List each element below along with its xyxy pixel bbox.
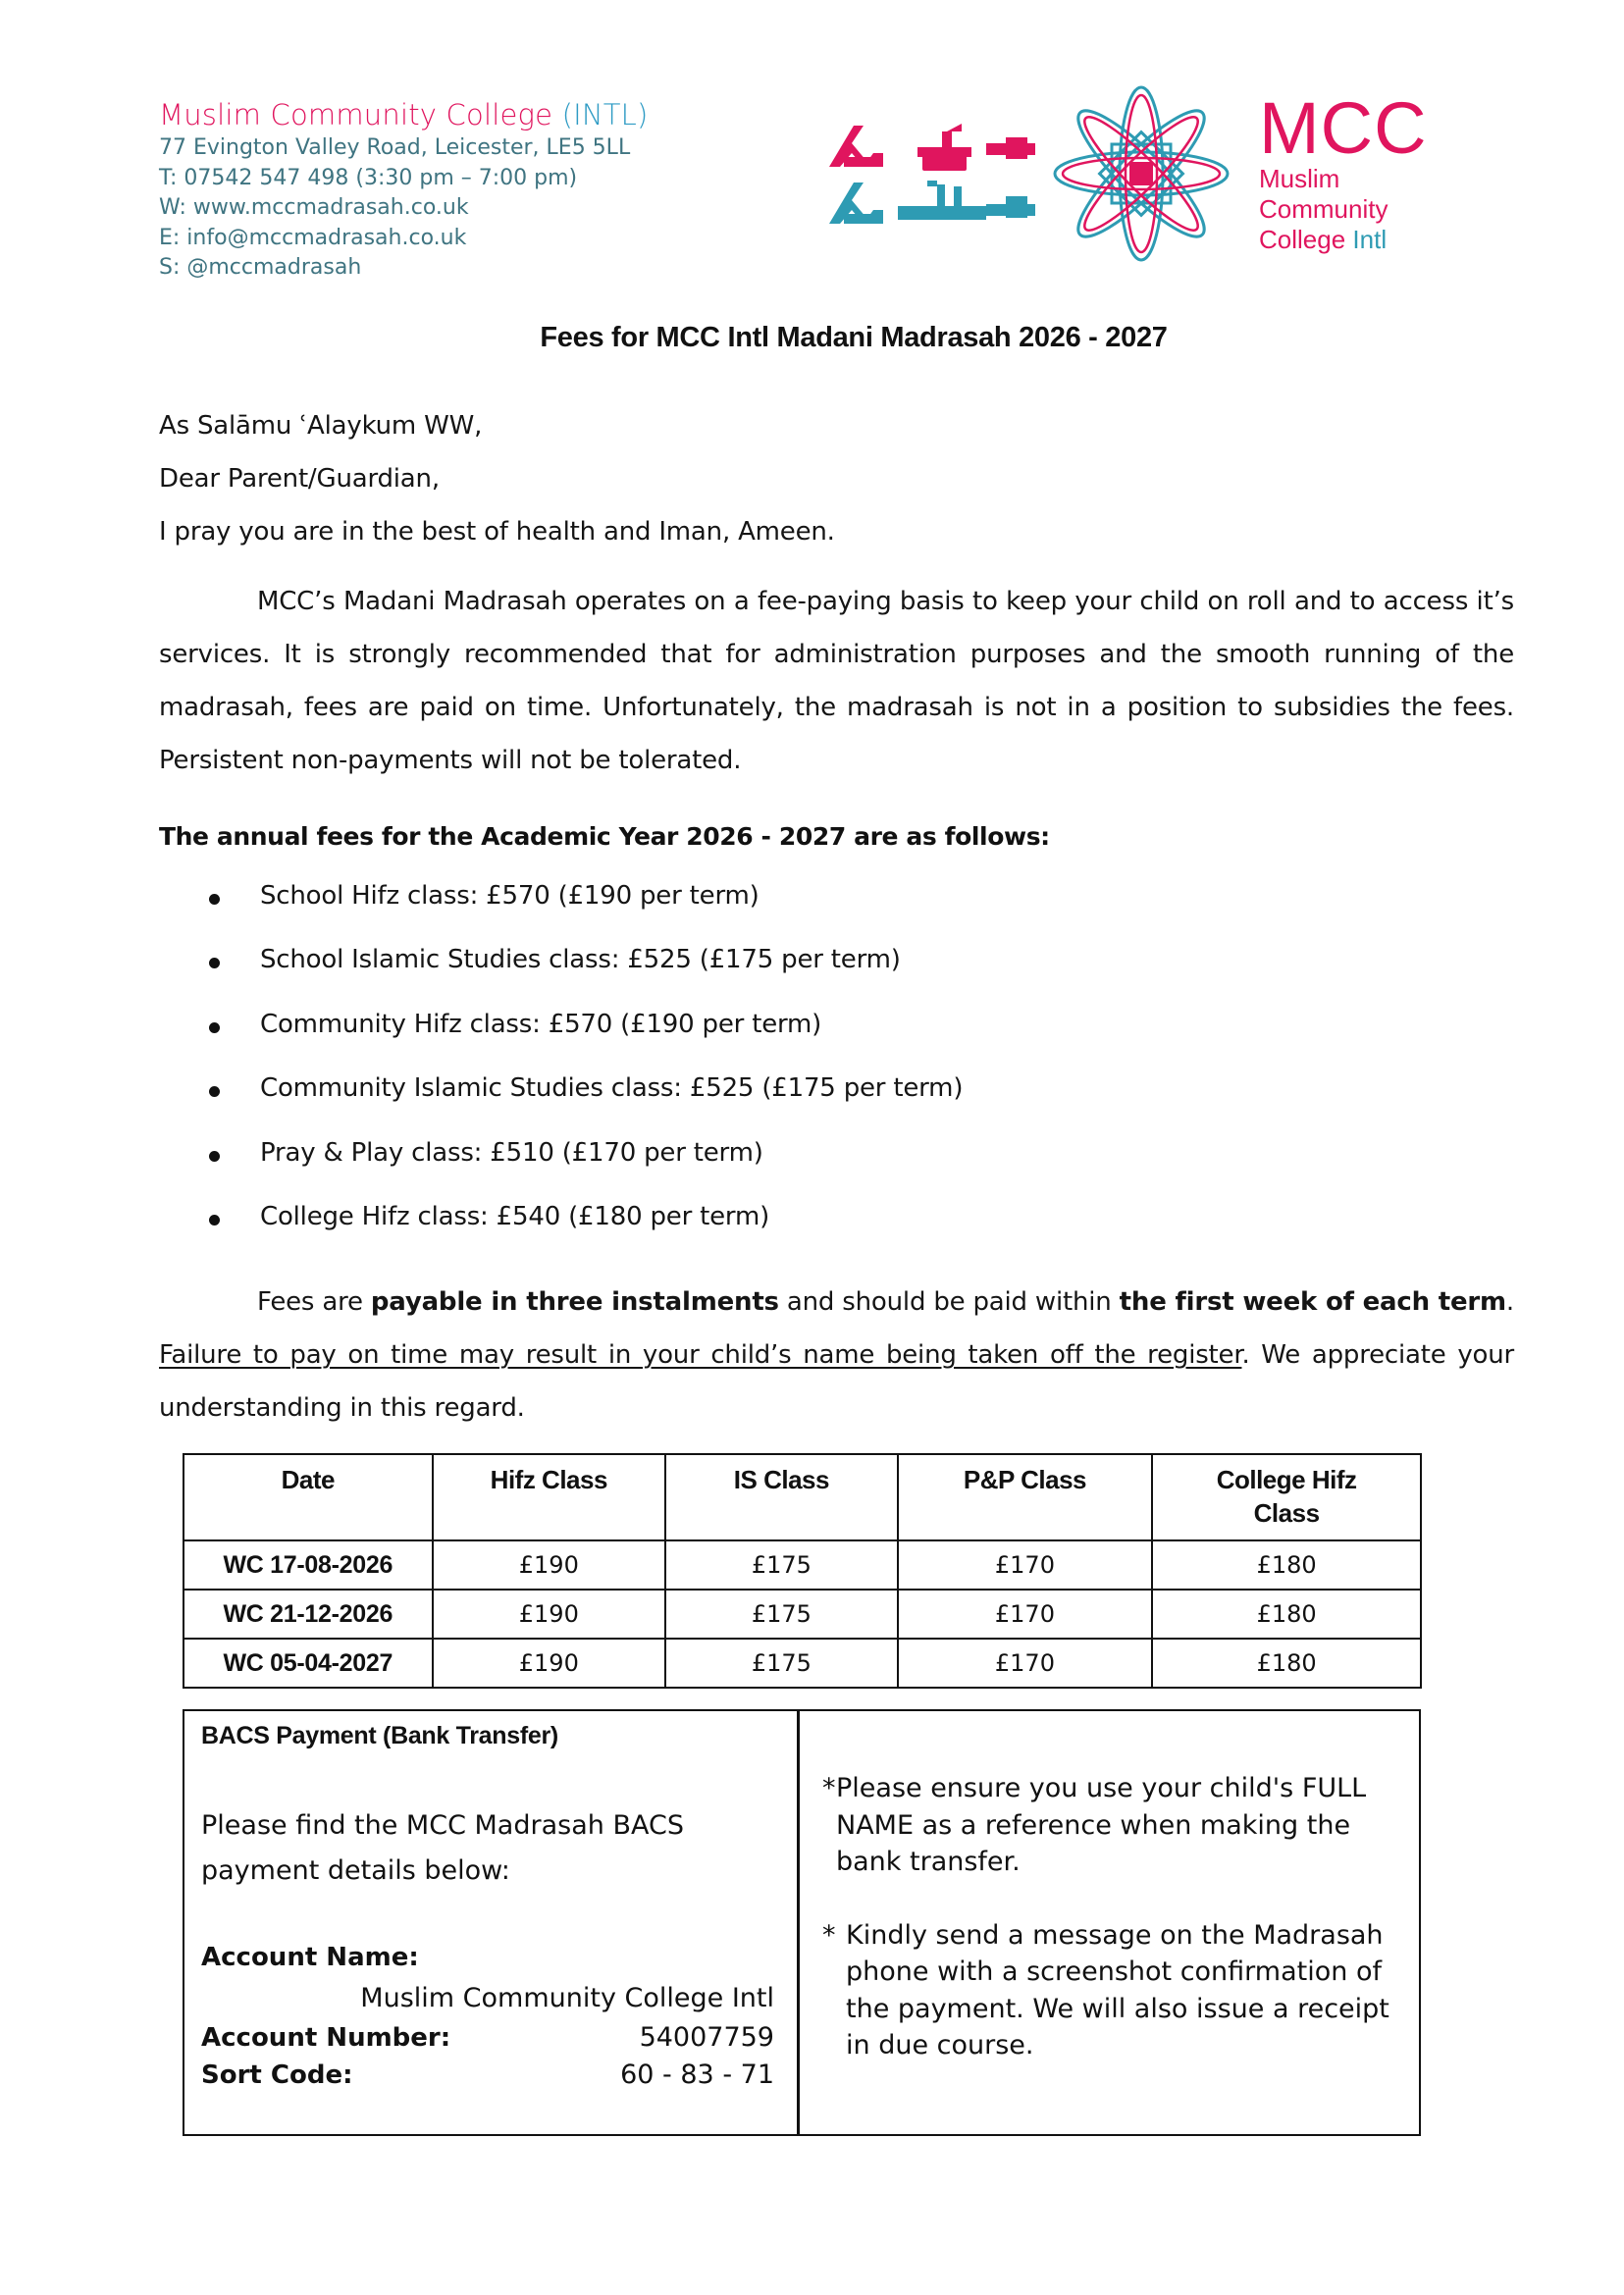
website-link[interactable]: W: www.mccmadrasah.co.uk (159, 195, 469, 220)
bullet-icon (209, 1022, 220, 1033)
account-name-label: Account Name: (201, 1943, 419, 1972)
table-row (183, 1540, 1421, 1590)
account-name-value: Muslim Community College Intl (360, 1983, 774, 2013)
warning-underlined: Failure to pay on time may result in your child’s name being taken off the register (159, 1340, 1242, 1370)
bacs-intro: Please find the MCC Madrasah BACS payment details below: (201, 1810, 684, 1886)
fees-heading: The annual fees for the Academic Year 2026 - 2027 are as follows: (159, 822, 1050, 851)
fees-schedule-table (183, 1453, 1422, 1689)
reference-note: * Please ensure you use your child's FULL NAME as a reference when making the bank transfer. (822, 1770, 1401, 1881)
sort-code-row (201, 2057, 774, 2094)
fee-cell: £175 (665, 1540, 898, 1590)
column-header: IS Class (665, 1454, 898, 1540)
confirmation-note: * Kindly send a message on the Madrasah phone with a screenshot confirmation of the payment. We will also issue a receipt in due course. (822, 1917, 1401, 2064)
bank-details (201, 1719, 780, 2094)
column-header: Date (183, 1454, 433, 1540)
madrasah-arabic-logo-icon (824, 106, 1050, 234)
column-header: Hifz Class (433, 1454, 666, 1540)
account-number-row (201, 2019, 774, 2057)
asterisk-marker: * (822, 1773, 836, 1803)
list-item: School Hifz class: £570 (£190 per term) (206, 881, 963, 945)
fee-cell: £190 (433, 1540, 666, 1590)
logo-line-3: College Intl (1259, 225, 1388, 254)
list-item: Community Hifz class: £570 (£190 per term) (206, 1010, 963, 1073)
list-item: Pray & Play class: £510 (£170 per term) (206, 1138, 963, 1202)
sort-code-label: Sort Code: (201, 2060, 353, 2090)
payment-paragraph: Fees are payable in three instalments and should be paid within the first week of each term. Failure to pay on time may result in your child’s name being taken off the register. We appreciate your understanding in this regard. (159, 1287, 1514, 1423)
table-row (183, 1639, 1421, 1688)
bullet-icon (209, 1151, 220, 1162)
page-title: Fees for MCC Intl Madani Madrasah 2026 - 2027 (540, 322, 1168, 353)
date-cell: WC 21-12-2026 (183, 1590, 433, 1639)
fee-cell: £170 (898, 1540, 1153, 1590)
bullet-icon (209, 1086, 220, 1097)
org-name: Muslim Community College (INTL) (159, 98, 649, 131)
greeting: As Salāmu ʿAlaykum WW, (159, 411, 483, 441)
bullet-icon (209, 958, 220, 968)
bacs-heading: BACS Payment (Bank Transfer) (201, 1722, 558, 1749)
logo-line-2: Community (1259, 194, 1388, 224)
column-header: P&P Class (898, 1454, 1153, 1540)
bullet-icon (209, 1215, 220, 1226)
contact-block (159, 96, 649, 284)
sort-code-value: 60 - 83 - 71 (620, 2060, 774, 2090)
email-link[interactable]: E: info@mccmadrasah.co.uk (159, 225, 467, 250)
fee-cell: £180 (1152, 1540, 1421, 1590)
dear-line: Dear Parent/Guardian, (159, 464, 440, 494)
account-number-value: 54007759 (639, 2022, 774, 2053)
account-number-label: Account Number: (201, 2023, 451, 2053)
deadline-emphasis: the first week of each term (1119, 1287, 1506, 1317)
logo-line-1: Muslim (1259, 164, 1340, 193)
intro-paragraph: MCC’s Madani Madrasah operates on a fee-paying basis to keep your child on roll and to access it’s services. It is strongly recommended that for administration purposes and the smooth running of the madrasah, fees are paid on time. Unfortunately, the madrasah is not in a position to subsidies the fees. Persistent non-payments will not be tolerated. (159, 587, 1514, 775)
column-header: College Hifz Class (1152, 1454, 1421, 1540)
payment-notes (822, 1770, 1401, 2064)
list-item: Community Islamic Studies class: £525 (£175 per term) (206, 1073, 963, 1137)
fee-cell: £170 (898, 1639, 1153, 1688)
prayer-line: I pray you are in the best of health and Iman, Ameen. (159, 517, 835, 547)
box-divider (797, 1711, 800, 2134)
fees-list (206, 881, 963, 1266)
asterisk-marker: * (822, 1919, 836, 1951)
phone: T: 07542 547 498 (3:30 pm – 7:00 pm) (159, 165, 578, 190)
fee-cell: £180 (1152, 1590, 1421, 1639)
fee-cell: £175 (665, 1639, 898, 1688)
bacs-payment-box (183, 1709, 1421, 2136)
org-suffix: (INTL) (561, 98, 649, 131)
date-cell: WC 17-08-2026 (183, 1540, 433, 1590)
fee-cell: £190 (433, 1590, 666, 1639)
table-header-row (183, 1454, 1421, 1540)
instalments-emphasis: payable in three instalments (370, 1287, 779, 1317)
mcc-logo-text (1259, 87, 1428, 255)
fee-cell: £175 (665, 1590, 898, 1639)
fee-cell: £190 (433, 1639, 666, 1688)
list-item: School Islamic Studies class: £525 (£175 per term) (206, 945, 963, 1009)
address: 77 Evington Valley Road, Leicester, LE5 5LL (159, 135, 631, 160)
table-row (183, 1590, 1421, 1639)
bullet-icon (209, 894, 220, 905)
fee-cell: £170 (898, 1590, 1153, 1639)
logo-mark: MCC (1259, 87, 1428, 169)
social-handle[interactable]: S: @mccmadrasah (159, 255, 362, 280)
list-item: College Hifz class: £540 (£180 per term) (206, 1202, 963, 1266)
fee-cell: £180 (1152, 1639, 1421, 1688)
date-cell: WC 05-04-2027 (183, 1639, 433, 1688)
mcc-star-emblem-icon (1053, 83, 1230, 265)
